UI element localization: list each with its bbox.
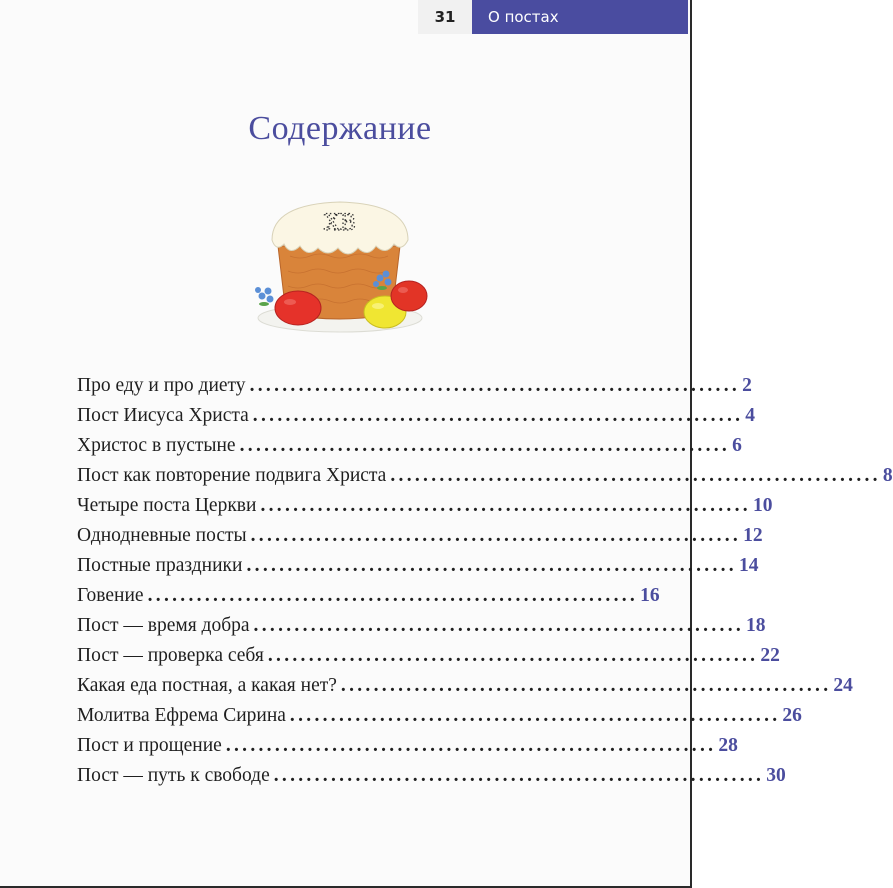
dot-leader: ............................................................ bbox=[249, 375, 741, 396]
toc-entry-title: Христос в пустыне bbox=[77, 435, 236, 456]
toc-entry-page: 28 bbox=[718, 735, 738, 756]
toc-entry-title: Пост — путь к свободе bbox=[77, 765, 270, 786]
running-header bbox=[418, 0, 688, 34]
toc-entry-page: 24 bbox=[833, 675, 853, 696]
dot-leader: ............................................................ bbox=[267, 645, 759, 666]
toc-entry[interactable] bbox=[77, 675, 853, 705]
toc-entry[interactable] bbox=[77, 705, 802, 735]
toc-entry[interactable] bbox=[77, 405, 756, 435]
toc-entry-page: 10 bbox=[752, 495, 773, 516]
toc-entry-title: Пост — время добра bbox=[77, 615, 250, 636]
toc-entry-title: Постные праздники bbox=[77, 555, 243, 576]
dot-leader: ............................................................ bbox=[147, 585, 639, 606]
toc-entry-page: 30 bbox=[766, 765, 786, 786]
toc-entry[interactable] bbox=[77, 435, 742, 465]
toc-entry-page: 14 bbox=[738, 555, 759, 576]
page-title: Содержание bbox=[248, 110, 432, 147]
dot-leader: ............................................................ bbox=[273, 765, 765, 786]
toc-entry-page: 16 bbox=[640, 585, 660, 606]
toc-entry[interactable] bbox=[77, 645, 780, 675]
dot-leader: ............................................................ bbox=[252, 405, 744, 426]
kulich-easter-eggs-illustration bbox=[250, 196, 440, 336]
toc-entry[interactable] bbox=[77, 495, 773, 525]
toc-entry[interactable] bbox=[77, 555, 759, 585]
dot-leader: ............................................................ bbox=[253, 615, 745, 636]
toc-entry[interactable] bbox=[77, 465, 893, 495]
toc-entry-title: Про еду и про диету bbox=[77, 375, 246, 396]
toc-entry-page: 26 bbox=[782, 705, 802, 726]
dot-leader: ............................................................ bbox=[340, 675, 832, 696]
toc-entry-page: 22 bbox=[760, 645, 780, 666]
toc-entry-title: Какая еда постная, а какая нет? bbox=[77, 675, 337, 696]
page-number: 31 bbox=[418, 0, 472, 34]
table-of-contents bbox=[77, 375, 893, 795]
red-egg-left bbox=[275, 291, 321, 325]
toc-entry[interactable] bbox=[77, 585, 660, 615]
cake-lettering: ХВ bbox=[324, 211, 356, 236]
toc-entry-page: 8 bbox=[882, 465, 893, 486]
dot-leader: ............................................................ bbox=[239, 435, 731, 456]
toc-entry[interactable] bbox=[77, 615, 766, 645]
dot-leader: ............................................................ bbox=[289, 705, 781, 726]
toc-entry-title: Говение bbox=[77, 585, 144, 606]
toc-entry[interactable] bbox=[77, 525, 763, 555]
section-title: О постах bbox=[472, 0, 688, 34]
dot-leader: ............................................................ bbox=[225, 735, 717, 756]
toc-entry-title: Однодневные посты bbox=[77, 525, 247, 546]
toc-entry-page: 6 bbox=[732, 435, 742, 456]
dot-leader: ............................................................ bbox=[390, 465, 881, 486]
toc-entry[interactable] bbox=[77, 735, 738, 765]
dot-leader: ............................................................ bbox=[260, 495, 751, 516]
toc-entry[interactable] bbox=[77, 375, 752, 405]
dot-leader: ............................................................ bbox=[246, 555, 737, 576]
toc-entry-title: Пост как повторение подвига Христа bbox=[77, 465, 387, 486]
toc-entry[interactable] bbox=[77, 765, 786, 795]
dot-leader: ............................................................ bbox=[250, 525, 742, 546]
toc-entry-page: 18 bbox=[746, 615, 766, 636]
toc-entry-title: Пост — проверка себя bbox=[77, 645, 264, 666]
toc-entry-page: 2 bbox=[742, 375, 752, 396]
toc-entry-title: Четыре поста Церкви bbox=[77, 495, 257, 516]
toc-entry-title: Пост и прощение bbox=[77, 735, 222, 756]
toc-entry-page: 12 bbox=[743, 525, 763, 546]
red-egg-right bbox=[391, 281, 427, 311]
toc-entry-title: Молитва Ефрема Сирина bbox=[77, 705, 286, 726]
toc-entry-title: Пост Иисуса Христа bbox=[77, 405, 249, 426]
toc-entry-page: 4 bbox=[745, 405, 756, 426]
